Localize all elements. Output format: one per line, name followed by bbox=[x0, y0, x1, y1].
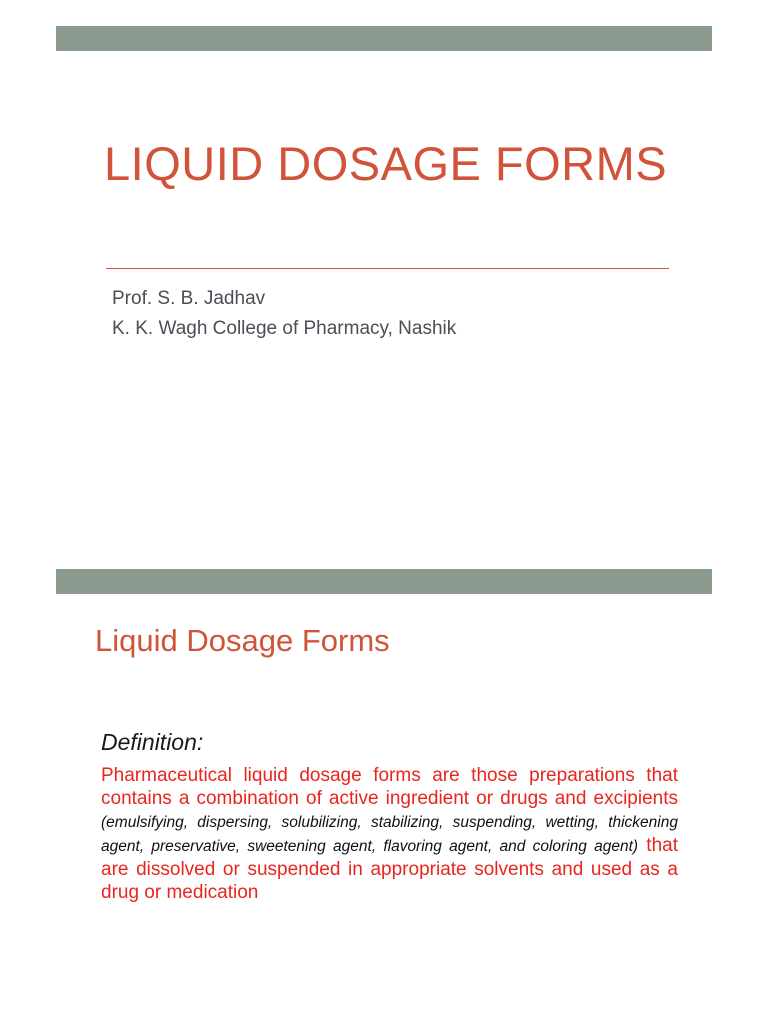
slide-title: LIQUID DOSAGE FORMS bbox=[104, 137, 668, 190]
definition-outro: that are dissolved or suspended in appropriate solvents and used as a drug or medication bbox=[101, 835, 678, 903]
definition-excipients: (emulsifying, dispersing, solubilizing, stabilizing, suspending, wetting, thickening agent, preservative, sweetening agent, flavoring agent, and coloring agent) bbox=[101, 814, 678, 855]
slide-heading: Liquid Dosage Forms bbox=[95, 623, 390, 658]
author-block bbox=[112, 284, 456, 344]
header-band bbox=[56, 26, 712, 51]
title-divider bbox=[106, 268, 669, 269]
author-name: Prof. S. B. Jadhav bbox=[112, 288, 266, 309]
author-affiliation: K. K. Wagh College of Pharmacy, Nashik bbox=[112, 318, 457, 339]
definition-label: Definition: bbox=[101, 729, 204, 755]
definition-text bbox=[101, 764, 678, 904]
header-band bbox=[56, 569, 712, 594]
definition-intro: Pharmaceutical liquid dosage forms are those preparations that contains a combination of active ingredient or drugs and excipients bbox=[101, 765, 678, 809]
definition-slide bbox=[0, 512, 768, 1024]
